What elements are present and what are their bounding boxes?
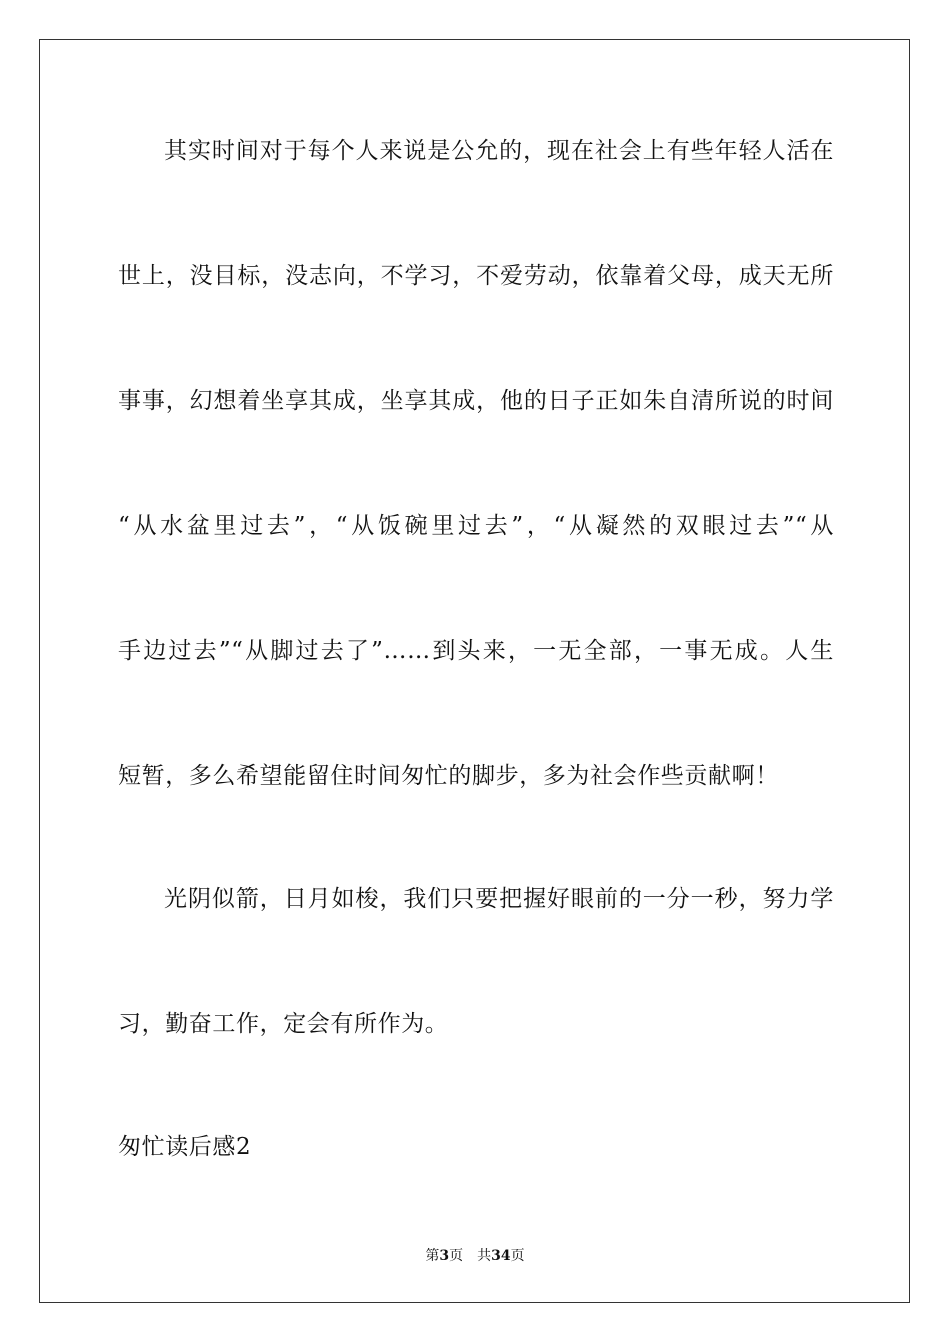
page-border [39, 39, 910, 1303]
paragraph-1-line-1: 其实时间对于每个人来说是公允的，现在社会上有些年轻人活在 [164, 138, 834, 164]
footer-page-number: 3 [439, 1248, 450, 1264]
page-footer [0, 1246, 950, 1266]
footer-total-pages: 34 [491, 1248, 511, 1264]
paragraph-2-line-2: 习，勤奋工作，定会有所作为。 [118, 1011, 449, 1037]
paragraph-1-line-3: 事事，幻想着坐享其成，坐享其成，他的日子正如朱自清所说的时间 [118, 388, 834, 414]
footer-page-prefix: 第 [425, 1248, 440, 1264]
paragraph-1-line-4: “从水盆里过去”，“从饭碗里过去”，“从凝然的双眼过去”“从 [118, 513, 834, 539]
footer-total-prefix: 共 [477, 1248, 492, 1264]
footer-total-suffix: 页 [510, 1248, 525, 1264]
paragraph-1-line-5: 手边过去”“从脚过去了”……到头来，一无全部，一事无成。人生 [118, 638, 834, 664]
paragraph-1-line-2: 世上，没目标，没志向，不学习，不爱劳动，依靠着父母，成天无所 [118, 263, 834, 289]
footer-page-suffix: 页 [449, 1248, 464, 1264]
paragraph-2-line-1: 光阴似箭，日月如梭，我们只要把握好眼前的一分一秒，努力学 [164, 886, 834, 912]
section-heading: 匆忙读后感2 [118, 1134, 252, 1160]
paragraph-1-line-6: 短暂，多么希望能留住时间匆忙的脚步，多为社会作些贡献啊！ [118, 763, 779, 789]
